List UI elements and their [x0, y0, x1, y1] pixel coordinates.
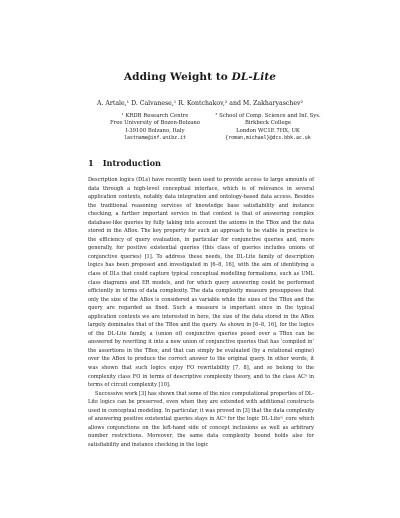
affiliation-krdb: ¹ KRDB Research Centre Free University of Bozen-Bolzano I-39100 Bolzano, Italy lastname@inf.unibz.it [95, 113, 215, 142]
body-text [88, 176, 314, 450]
paper-title: Adding Weight to DL-Lite [123, 71, 277, 83]
affiliation-email: {roman,michael}@dcs.bbk.ac.uk [225, 134, 311, 141]
author-list: A. Artale,¹ D. Calvanese,¹ R. Kontchakov,² and M. Zakharyaschev² [97, 100, 303, 107]
affiliation-email: lastname@inf.unibz.it [124, 134, 186, 141]
section-title: Introduction [102, 158, 162, 168]
section-heading [88, 158, 170, 168]
paragraph: Successive work [3] has shown that some of the nice computational properties of DL-Lite logics can be preserved, even when they are extended with additional constructs used in conceptual modeling. In particular, it was proved in [3] that the data complexity of answering positive existential queries stays in AC⁰ for the logic DL-Liteᴺ_core which allows conjunctions on the left-hand side of concept inclusions as well as arbitrary number restrictions. Moreover, the same data complexity bound holds also for satisfiability and instance checking in the logic [88, 390, 314, 448]
paragraph: Description logics (DLs) have recently been used to provide access to large amounts of data through a high-level conceptual interface, which is of relevance in several application contexts, notably data integration and ontology-based data access. Besides the traditional reasoning services of knowledge base satisfiability and instance checking, a further important service in that context is that of answering complex database-like queries by fully taking into account the axioms in the TBox and the data stored in the ABox. The key property for such an approach to be viable in practice is the efficiency of query evaluation, in particular for conjunctive queries and, more generally, for positive existential queries (this class of queries includes unions of conjunctive queries) [1]. To address these needs, the DL-Lite family of description logics has been proposed and investigated in [6–8, 16], with the aim of identifying a class of DLs that could capture typical conceptual modelling formalisms, such as UML class diagrams and ER models, and for which query answering could be performed efficiently in terms of data complexity. The data complexity measure presupposes that only the size of the ABox is considered as variable while the sizes of the TBox and the query are regarded as fixed. Such a measure is important since in the typical application contexts we are interested in here, the size of the data stored in the ABox largely dominates that of the TBox and the query. As shown in [6–8, 16], for the logics of the DL-Lite family, a (union of) conjunctive queries posed over a TBox can be answered by rewriting it into a new union of conjunctive queries that has ‘compiled in’ the assertions in the TBox, and that can simply be evaluated (by a relational engine) over the ABox to produce the correct answer to the original query. In other words, it was shown that such logics enjoy FO rewritability [7, 8], and so belong to the complexity class FO in terms of descriptive complexity theory, and to the class AC⁰ in terms of circuit complexity [10]. [88, 177, 314, 389]
section-number: 1 [88, 158, 94, 168]
affiliation-birkbeck: ² School of Comp. Science and Inf. Sys. Birkbeck College London WC1E 7HX, UK {roman,michael}@dcs.bbk.ac.uk [208, 113, 328, 142]
